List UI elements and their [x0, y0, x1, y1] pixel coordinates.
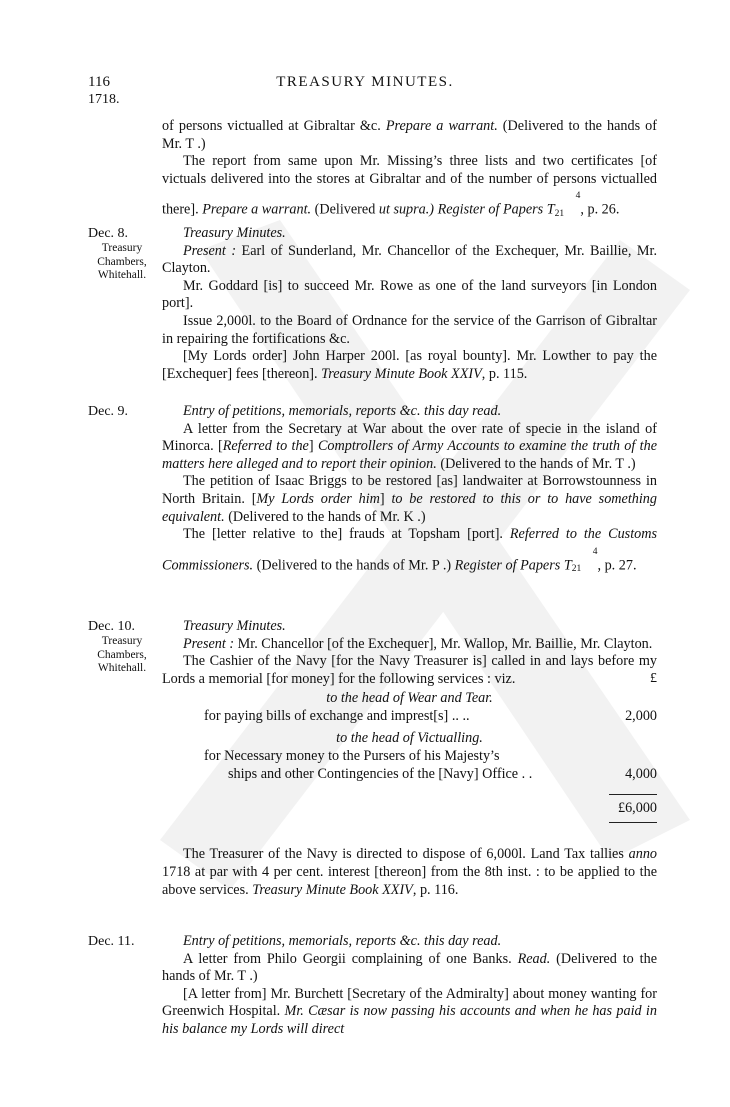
entry-paragraph: The Treasurer of the Navy is directed to dispose of 6,000l. Land Tax tallies anno 1718 at par with 4 per cent. interest [thereon] from the 8th inst. : to be applied to the above services. Treasury Minute Book XXIV, p. 116.	[162, 846, 657, 898]
entry-heading: Entry of petitions, memorials, reports &c. this day read.	[183, 933, 502, 949]
entry-heading: Entry of petitions, memorials, reports &c. this day read.	[183, 403, 502, 419]
entry-date: Dec. 8.	[88, 226, 129, 241]
running-title: TREASURY MINUTES.	[276, 74, 454, 90]
entry-paragraph: The petition of Isaac Briggs to be restored [as] landwaiter at Borrowstounness in North Britain. [My Lords order him] to be restored to this or to have something equivalent. (Delivered to the hands of Mr. K .)	[162, 473, 657, 525]
entry-date: Dec. 10.	[88, 619, 136, 634]
margin-note: Dec. 10. Treasury Chambers, Whitehall.	[88, 619, 147, 674]
sum-rule	[609, 794, 657, 795]
service-head: to the head of Wear and Tear.	[326, 690, 493, 707]
present-line: Present : Earl of Sunderland, Mr. Chancellor of the Exchequer, Mr. Baillie, Mr. Clayton.	[162, 242, 657, 277]
entry-paragraph: [A letter from] Mr. Burchett [Secretary of the Admiralty] about money wanting for Greenwich Hospital. Mr. Cæsar is now passing his accounts and when he has paid in his balance my Lords will direct	[162, 985, 657, 1037]
service-row: for paying bills of exchange and imprest[s] .. .. 2,000	[204, 708, 657, 725]
entry-paragraph: A letter from Philo Georgii complaining of one Banks. Read. (Delivered to the hands of Mr. T .)	[162, 950, 657, 985]
entry-heading: Treasury Minutes.	[183, 225, 286, 241]
services-table	[162, 671, 657, 838]
currency-symbol: £	[650, 671, 657, 687]
intro-paragraph: The report from same upon Mr. Missing’s three lists and two certificates [of victuals delivered into the stores at Gibraltar and of the number of persons victualled there]. Prepare a warrant. (Delivered ut supra.) Register of Papers T4 21 , p. 26.	[162, 153, 657, 219]
entry-paragraph: [My Lords order] John Harper 200l. [as royal bounty]. Mr. Lowther to pay the [Exchequer] fees [thereon]. Treasury Minute Book XXIV, p. 115.	[162, 348, 657, 382]
year-label: 1718.	[88, 92, 120, 107]
entry-paragraph: The [letter relative to the] frauds at Topsham [port]. Referred to the Customs Commissioners. (Delivered to the hands of Mr. P .) Register of Papers T4 21 , p. 27.	[162, 526, 657, 575]
total-rule	[609, 822, 657, 823]
margin-note	[88, 403, 156, 420]
entry-paragraph: The Cashier of the Navy [for the Navy Treasurer is] called in and lays before my Lords a memorial [for money] for the following services : viz.	[162, 653, 657, 687]
service-head: to the head of Victualling.	[336, 730, 483, 747]
entry-date: Dec. 9.	[88, 404, 129, 419]
entry-paragraph: Mr. Goddard [is] to succeed Mr. Rowe as one of the land surveyors [in London port].	[162, 277, 657, 312]
present-line: Present : Mr. Chancellor [of the Exchequer], Mr. Wallop, Mr. Baillie, Mr. Clayton.	[183, 635, 653, 652]
service-row: ships and other Contingencies of the [Navy] Office . . 4,000	[228, 766, 657, 783]
entry-date: Dec. 11.	[88, 934, 135, 949]
service-row: for Necessary money to the Pursers of his Majesty’s	[204, 748, 500, 765]
entry-paragraph: A letter from the Secretary at War about the over rate of specie in the island of Minorca. [Referred to the] Comptrollers of Army Accounts to examine the truth of the matters here alleged and to report their opinion. (Delivered to the hands of Mr. T .)	[162, 420, 657, 472]
entry-heading: Treasury Minutes.	[183, 618, 286, 634]
entry-paragraph: Issue 2,000l. to the Board of Ordnance for the service of the Garrison of Gibraltar in repairing the fortifications &c.	[162, 312, 657, 347]
margin-note: Dec. 8. Treasury Chambers, Whitehall.	[88, 226, 147, 281]
service-total: £6,000	[617, 800, 657, 817]
page-number: 116	[88, 74, 110, 90]
intro-paragraph: of persons victualled at Gibraltar &c. Prepare a warrant. (Delivered to the hands of Mr. T .)	[162, 118, 657, 152]
margin-note	[88, 933, 156, 950]
